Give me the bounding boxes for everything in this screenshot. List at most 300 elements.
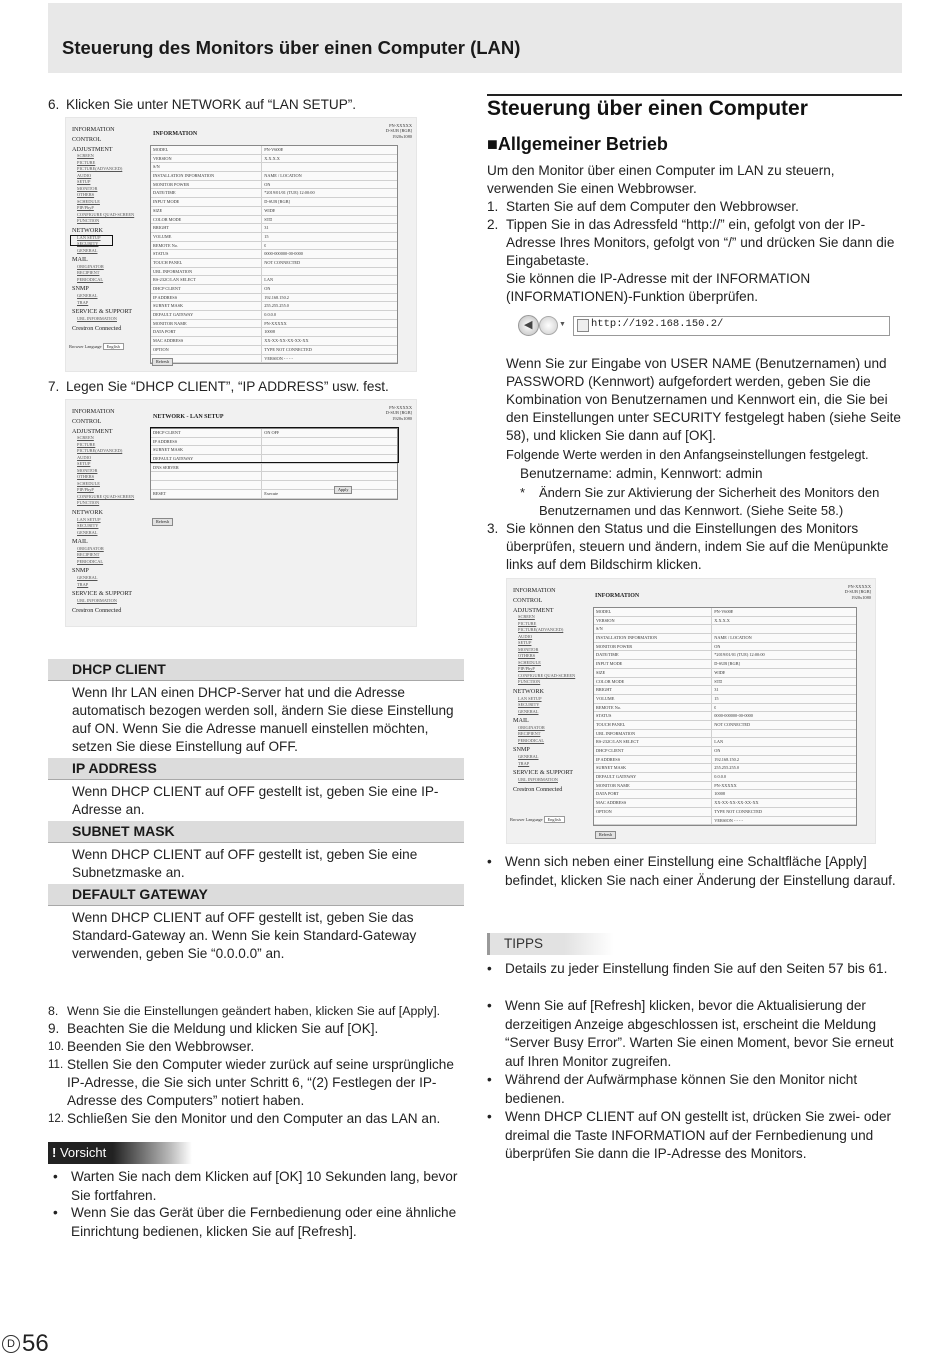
table-row — [594, 643, 856, 652]
screenshot-nav-item[interactable]: MAIL — [72, 256, 88, 264]
page-icon — [577, 319, 589, 332]
row-key: BRIGHT — [594, 686, 712, 694]
row-value: STD — [714, 678, 723, 684]
row-key: INPUT MODE — [151, 198, 262, 206]
screenshot-nav-item[interactable]: NETWORK — [72, 226, 103, 234]
table-row — [594, 730, 856, 739]
screenshot-nav-item[interactable]: LAN SETUP — [518, 695, 542, 701]
screenshot-nav-item[interactable]: FUNCTION — [518, 679, 541, 685]
row-key: DEFAULT GATEWAY — [151, 311, 262, 319]
screenshot-nav-item[interactable]: SCREEN — [77, 435, 94, 441]
table-row — [151, 472, 397, 481]
screenshot-nav-item[interactable]: PIP/PbyP — [77, 487, 94, 493]
row-value: ON — [714, 643, 721, 649]
row-value: PN-XXXXX — [264, 320, 287, 326]
screenshot-nav-item[interactable]: CONTROL — [513, 596, 543, 604]
row-key — [151, 481, 262, 489]
row-key: DHCP CLIENT — [151, 285, 262, 293]
table-row — [594, 817, 856, 826]
screenshot-nav-item[interactable]: SETUP — [77, 179, 91, 185]
row-key: TOUCH PANEL — [151, 259, 262, 267]
screenshot-nav-item[interactable]: SETUP — [77, 461, 91, 467]
row-key: DHCP CLIENT — [594, 747, 712, 755]
table-row — [594, 747, 856, 756]
definition-dhcp: DHCP CLIENT Wenn Ihr LAN einen DHCP-Server hat und die Adresse automatisch bezogen werden soll, ändern Sie diese Einstellung auf ON. Wenn Sie die Adresse manuell einstellen möchten, setzen Sie diese Einstellung auf OFF. — [48, 659, 464, 758]
screenshot-nav-item[interactable]: GENERAL — [518, 708, 539, 714]
row-value: VERSION - - - - — [714, 817, 743, 823]
row-key — [594, 817, 712, 825]
page-footer — [2, 1330, 49, 1358]
table-row — [594, 695, 856, 704]
row-key: DHCP CLIENT — [151, 429, 262, 437]
screenshot-nav-item[interactable]: ORIGINATOR — [77, 263, 104, 269]
screenshot-nav-item[interactable]: CONTROL — [72, 135, 102, 143]
row-value: TYPE NOT CONNECTED — [264, 346, 312, 352]
row-value: 10008 — [264, 329, 275, 335]
default-values-text: Folgende Werte werden in den Anfangseinstellungen festgelegt. — [506, 447, 869, 462]
screenshot-nav-item[interactable]: CONFIGURE QUAD-SCREEN — [518, 672, 576, 678]
row-value: 192.168.150.2 — [264, 294, 289, 300]
screenshot-nav-item[interactable]: SETUP — [518, 640, 532, 646]
section-heading: Steuerung über einen Computer — [487, 97, 808, 120]
row-value: PN-XXXXX — [714, 782, 737, 788]
row-key: OPTION — [594, 808, 712, 816]
screenshot-nav-item[interactable]: SECURITY — [77, 241, 99, 247]
screenshot-nav-item[interactable]: MAIL — [72, 538, 88, 546]
screenshot-nav-item[interactable]: AUDIO — [518, 633, 533, 639]
table-row — [151, 328, 397, 337]
row-key: SUBNET MASK — [594, 764, 712, 772]
login-text: Wenn Sie zur Eingabe von USER NAME (Benutzernamen) und PASSWORD (Kennwort) aufgefordert werden, geben Sie die Kombination von Benutzernamen und Kennwort ein, die Sie bei den Einstellungen unter SECURITY festgelegt haben (siehe Seite 58), und klicken Sie dann auf [OK]. — [506, 356, 901, 443]
screenshot-nav-item[interactable]: ORIGINATOR — [77, 545, 104, 551]
row-value: *2019/01/01 (TUE) 12:00:00 — [714, 652, 765, 658]
row-key: MONITOR POWER — [594, 643, 712, 651]
screenshot-nav-item[interactable]: MONITOR — [518, 646, 539, 652]
table-row — [594, 634, 856, 643]
table-row — [151, 481, 397, 490]
row-value: ON OFF — [264, 430, 280, 435]
screenshot-status: PN-XXXXX D-SUB [RGB] 1920x1080 — [385, 405, 412, 421]
step-11: 11. Stellen Sie den Computer wieder zurück auf seine ursprüngliche IP-Adresse, die Sie sich unter Schritt 6, “(2) Festlegen der IP-Adresse des Computers” notiert haben. — [48, 1057, 454, 1108]
row-key: STATUS — [594, 712, 712, 720]
address-bar[interactable] — [573, 316, 890, 336]
table-row — [594, 799, 856, 808]
language-select[interactable]: English — [103, 343, 124, 350]
screenshot-nav-item[interactable]: PERIODICAL — [77, 276, 104, 282]
row-value: *2019/01/01 (TUE) 12:00:00 — [264, 190, 315, 196]
screenshot-nav — [72, 124, 148, 332]
information-screenshot-right — [506, 578, 876, 844]
row-value — [262, 163, 264, 171]
screenshot-nav-item[interactable]: PERIODICAL — [77, 558, 104, 564]
tip-item-3: • Während der Aufwärmphase können Sie den Monitor nicht bedienen. — [487, 1072, 858, 1106]
apply-button[interactable]: Apply — [334, 486, 352, 494]
row-key: VOLUME — [594, 695, 712, 703]
row-value: 255.255.255.0 — [264, 303, 289, 309]
row-key: DNS SERVER — [151, 464, 262, 472]
row-key: DEFAULT GATEWAY — [594, 773, 712, 781]
url-text: http://192.168.150.2/ — [591, 318, 724, 330]
tip-item-2: • Wenn Sie auf [Refresh] klicken, bevor die Aktualisierung der derzeitigen Anzeige abgeschlossen ist, erscheint die Meldung “Server Busy Error”. Warten Sie einen Moment, bevor Sie erneut auf Ihren Monitor zugreifen. — [487, 998, 894, 1069]
row-value: 192.168.150.2 — [714, 756, 739, 762]
screenshot-nav-item[interactable]: TRAP — [77, 581, 89, 587]
screenshot-nav-item[interactable]: RECIPIENT — [77, 270, 100, 276]
row-key: IP ADDRESS — [151, 294, 262, 302]
table-row — [151, 172, 397, 181]
screenshot-nav-item[interactable]: GENERAL — [77, 293, 98, 299]
row-value: 0 — [264, 242, 267, 248]
row-key: DATE/TIME — [151, 189, 262, 197]
row-key: SUBNET MASK — [151, 446, 262, 454]
screenshot-nav-item[interactable]: FUNCTION — [77, 218, 100, 224]
screenshot-nav-item[interactable]: CONFIGURE QUAD-SCREEN — [77, 493, 135, 499]
screenshot-nav-item[interactable]: MAIL — [513, 717, 529, 725]
row-value: 0.0.0.0 — [714, 774, 727, 780]
row-value: PN-V600E — [264, 147, 284, 152]
row-key: VERSION — [151, 155, 262, 163]
row-value: NAME / LOCATION — [714, 635, 752, 641]
screenshot-nav-item[interactable]: GENERAL — [77, 575, 98, 581]
screenshot-nav-item[interactable]: ORIGINATOR — [518, 724, 545, 730]
row-value: LAN — [264, 277, 274, 283]
row-key: SIZE — [151, 207, 262, 215]
row-value: WIDE — [714, 669, 726, 675]
table-row — [594, 773, 856, 782]
screenshot-nav-item[interactable]: PIP/PbyP — [77, 205, 94, 211]
screenshot-nav-item[interactable]: URL INFORMATION — [518, 777, 558, 783]
table-row — [151, 285, 397, 294]
screenshot-nav-item[interactable]: LAN SETUP — [77, 234, 101, 240]
screenshot-nav-item[interactable]: SCHEDULE — [518, 659, 541, 665]
row-value: VERSION - - - - — [264, 355, 293, 361]
row-value: XX-XX-XX-XX-XX-XX — [714, 800, 759, 806]
row-value: ON — [714, 748, 721, 753]
row-value: X.X.X.X — [264, 155, 280, 161]
step-2: 2. Tippen Sie in das Adressfeld “http://” ein, gefolgt von der IP-Adresse Ihres Monitors, gefolgt von “/” und drücken Sie dann die Eingabetaste. Sie können die IP-Adresse mit der INFORMATION (INFORMATIONEN)-Funktion überprüfen. — [487, 217, 895, 304]
screenshot-nav-item[interactable]: OTHERS — [77, 192, 95, 198]
definition-default-gateway: DEFAULT GATEWAY Wenn DHCP CLIENT auf OFF gestellt ist, geben Sie das Standard-Gateway an. Wenn Sie kein Standard-Gateway verwenden, geben Sie “0.0.0.0” an. — [48, 884, 464, 965]
chevron-down-icon[interactable]: ▼ — [559, 321, 566, 328]
screenshot-nav-item[interactable]: AUDIO — [77, 454, 92, 460]
table-row — [151, 268, 397, 277]
row-value: 0000-000000-00-0000 — [264, 251, 303, 257]
table-row — [594, 678, 856, 687]
table-row — [151, 181, 397, 190]
row-key: REMOTE No. — [151, 242, 262, 250]
screenshot-nav-item[interactable]: Crestron Connected — [72, 324, 122, 332]
table-row — [151, 163, 397, 172]
screenshot-title: INFORMATION — [595, 593, 640, 599]
information-table — [593, 607, 857, 826]
screenshot-nav-item[interactable]: SERVICE & SUPPORT — [513, 769, 573, 777]
row-key: MAC ADDRESS — [594, 799, 712, 807]
row-key: IP ADDRESS — [151, 438, 262, 446]
row-value: NOT CONNECTED — [264, 259, 301, 265]
screenshot-nav-item[interactable]: SNMP — [72, 285, 89, 293]
screenshot-nav-item[interactable]: PICTURE — [77, 159, 96, 165]
screenshot-status: PN-XXXXX D-SUB [RGB] 1920x1080 — [385, 123, 412, 139]
information-screenshot — [65, 117, 417, 372]
row-value — [262, 268, 264, 276]
row-value: ON — [264, 286, 271, 291]
row-key: MONITOR NAME — [151, 320, 262, 328]
row-key: MODEL — [151, 146, 262, 154]
screenshot-nav-item[interactable]: GENERAL — [77, 529, 98, 535]
language-select[interactable]: English — [544, 816, 565, 823]
row-value: 31 — [264, 225, 269, 231]
row-value: 15 — [714, 695, 719, 701]
screenshot-nav-item[interactable]: GENERAL — [77, 247, 98, 253]
table-row — [594, 712, 856, 721]
screenshot-nav-item[interactable]: SERVICE & SUPPORT — [72, 308, 132, 316]
browser-language-label: Browser Language English — [69, 344, 124, 349]
row-key: MONITOR NAME — [594, 782, 712, 790]
table-row — [594, 764, 856, 773]
lan-setup-screenshot — [65, 399, 417, 627]
row-value — [262, 481, 264, 489]
screenshot-nav-item[interactable]: SNMP — [72, 567, 89, 575]
screenshot-nav-item[interactable]: NETWORK — [72, 508, 103, 516]
step-12: 12. Schließen Sie den Monitor und den Computer an das LAN an. — [48, 1111, 441, 1126]
table-row — [151, 155, 397, 164]
table-row — [594, 808, 856, 817]
screenshot-nav-item[interactable]: SECURITY — [518, 702, 540, 708]
screenshot-nav-item[interactable]: Crestron Connected — [72, 606, 122, 614]
screenshot-nav-item[interactable]: Crestron Connected — [513, 785, 563, 793]
screenshot-nav-item[interactable]: PICTURE — [77, 441, 96, 447]
refresh-button[interactable]: Refresh — [152, 358, 173, 366]
refresh-button[interactable]: Refresh — [595, 831, 616, 839]
row-value: ON — [264, 181, 271, 187]
screenshot-nav-item[interactable]: CONFIGURE QUAD-SCREEN — [77, 211, 135, 217]
screenshot-title: INFORMATION — [153, 131, 198, 137]
table-row — [151, 302, 397, 311]
row-key: DATE/TIME — [594, 651, 712, 659]
section-subheading: ■Allgemeiner Betrieb — [487, 134, 668, 154]
table-row — [151, 311, 397, 320]
credentials-text: Benutzername: admin, Kennwort: admin — [520, 466, 763, 481]
step-1: 1. Starten Sie auf dem Computer den Webbrowser. — [487, 199, 799, 214]
step-7: 7. Legen Sie “DHCP CLIENT”, “IP ADDRESS” usw. fest. — [48, 379, 389, 394]
tip-item-1: • Details zu jeder Einstellung finden Sie auf den Seiten 57 bis 61. — [487, 961, 888, 976]
table-row — [151, 189, 397, 198]
table-row — [151, 294, 397, 303]
intro-text: Um den Monitor über einen Computer im LAN zu steuern, verwenden Sie einen Webbrowser. — [487, 163, 835, 196]
row-key: DATA PORT — [594, 790, 712, 798]
row-key: STATUS — [151, 250, 262, 258]
tip-item-4: • Wenn DHCP CLIENT auf ON gestellt ist, drücken Sie zwei- oder dreimal die Taste INFORMATION auf der Fernbedienung und überprüfen Sie dann die IP-Adresse des Monitors. — [487, 1109, 892, 1161]
screenshot-nav — [513, 585, 589, 793]
table-row — [151, 337, 397, 346]
row-value — [262, 472, 264, 480]
page-header — [48, 3, 902, 73]
screenshot-nav-item[interactable]: SERVICE & SUPPORT — [72, 590, 132, 598]
row-value: 15 — [264, 233, 269, 239]
row-key: URL INFORMATION — [151, 268, 262, 276]
row-key: SIZE — [594, 669, 712, 677]
row-value: D-SUB [RGB] — [714, 661, 740, 667]
screenshot-nav-item[interactable]: RECIPIENT — [518, 731, 541, 737]
screenshot-nav-item[interactable]: INFORMATION — [72, 408, 115, 415]
screenshot-nav-item[interactable]: URL INFORMATION — [77, 316, 117, 322]
tips-box — [487, 933, 614, 955]
table-row — [151, 259, 397, 268]
row-value: WIDE — [264, 207, 276, 213]
row-key: INSTALLATION INFORMATION — [594, 634, 712, 642]
row-key: VOLUME — [151, 233, 262, 241]
lan-setup-highlight — [70, 235, 113, 246]
row-key: S/N — [151, 163, 262, 171]
section-rule — [487, 94, 902, 96]
screenshot-title: NETWORK - LAN SETUP — [153, 414, 224, 420]
browser-toolbar — [518, 313, 896, 337]
table-row — [594, 738, 856, 747]
row-key: MONITOR POWER — [151, 181, 262, 189]
screenshot-nav-item[interactable]: OTHERS — [518, 653, 536, 659]
table-row — [594, 651, 856, 660]
warning-icon: ! — [52, 1145, 57, 1160]
screenshot-nav-item[interactable]: MONITOR — [77, 467, 98, 473]
row-value: X.X.X.X — [714, 617, 730, 623]
refresh-button[interactable]: Refresh — [152, 518, 173, 526]
table-row — [151, 346, 397, 355]
screenshot-nav-item[interactable]: PICTURE — [518, 620, 537, 626]
screenshot-nav-item[interactable]: CONTROL — [72, 417, 102, 425]
step-8: 8. Wenn Sie die Einstellungen geändert haben, klicken Sie auf [Apply]. — [48, 1004, 441, 1018]
screenshot-nav-item[interactable]: SCREEN — [77, 153, 94, 159]
page-number: 56 — [22, 1330, 49, 1357]
lan-fields-highlight — [150, 427, 399, 463]
row-key: COLOR MODE — [151, 216, 262, 224]
row-key: INSTALLATION INFORMATION — [151, 172, 262, 180]
table-row — [151, 146, 397, 155]
table-row — [151, 250, 397, 259]
screenshot-nav-item[interactable]: PICTURE(ADVANCED) — [518, 627, 564, 633]
row-key: URL INFORMATION — [594, 730, 712, 738]
screenshot-nav-item[interactable]: FUNCTION — [77, 500, 100, 506]
screenshot-nav-item[interactable]: SCHEDULE — [77, 198, 100, 204]
definition-ip-address: IP ADDRESS Wenn DHCP CLIENT auf OFF gestellt ist, geben Sie eine IP-Adresse an. — [48, 758, 464, 821]
row-value: 0000-000000-00-0000 — [714, 713, 753, 719]
screenshot-nav-item[interactable]: SCREEN — [518, 614, 535, 620]
screenshot-nav-item[interactable]: SCHEDULE — [77, 480, 100, 486]
screenshot-nav-item[interactable]: SNMP — [513, 746, 530, 754]
screenshot-nav-item[interactable]: INFORMATION — [72, 126, 115, 133]
row-value — [712, 730, 714, 738]
screenshot-nav-item[interactable]: MONITOR — [77, 185, 98, 191]
row-value — [262, 464, 264, 472]
screenshot-nav — [72, 406, 148, 614]
screenshot-nav-item[interactable]: OTHERS — [77, 474, 95, 480]
row-key: COLOR MODE — [594, 678, 712, 686]
table-row — [151, 224, 397, 233]
step-10: 10. Beenden Sie den Webbrowser. — [48, 1039, 255, 1054]
row-key: DATA PORT — [151, 328, 262, 336]
screenshot-nav-item[interactable]: PICTURE(ADVANCED) — [77, 448, 123, 454]
screenshot-nav-item[interactable]: GENERAL — [518, 754, 539, 760]
screenshot-nav-item[interactable]: SECURITY — [77, 523, 99, 529]
screenshot-nav-item[interactable]: TRAP — [77, 299, 89, 305]
row-key: BRIGHT — [151, 224, 262, 232]
table-row — [594, 721, 856, 730]
screenshot-nav-item[interactable]: TRAP — [518, 760, 530, 766]
back-icon[interactable]: ◀ — [518, 315, 539, 336]
screenshot-nav-item[interactable]: PICTURE(ADVANCED) — [77, 166, 123, 172]
table-row — [594, 660, 856, 669]
table-row — [594, 617, 856, 626]
table-row — [594, 669, 856, 678]
table-row — [594, 782, 856, 791]
row-value: LAN — [714, 739, 724, 745]
caution-box — [48, 1142, 192, 1164]
table-row — [151, 355, 397, 364]
row-value: PN-V600E — [714, 609, 734, 614]
row-key: SUBNET MASK — [151, 302, 262, 310]
screenshot-nav-item[interactable]: ADJUSTMENT — [72, 145, 113, 153]
step-6: 6. Klicken Sie unter NETWORK auf “LAN SETUP”. — [48, 97, 357, 112]
row-value: D-SUB [RGB] — [264, 199, 290, 205]
row-value: Execute — [264, 490, 279, 496]
row-key — [151, 472, 262, 480]
row-key: OPTION — [151, 346, 262, 354]
row-key: MODEL — [594, 608, 712, 616]
screenshot-nav-item[interactable]: AUDIO — [77, 172, 92, 178]
row-key: MAC ADDRESS — [151, 337, 262, 345]
caution-title: ! Vorsicht — [48, 1142, 192, 1164]
row-key: TOUCH PANEL — [594, 721, 712, 729]
screenshot-nav-item[interactable]: INFORMATION — [513, 587, 556, 594]
row-key: RS-232C/LAN SELECT — [594, 738, 712, 746]
step-3: 3. Sie können den Status und die Einstellungen des Monitors überprüfen, steuern und ändern, indem Sie auf die Menüpunkte links auf dem Bildschirm klicken. — [487, 521, 889, 572]
table-row — [151, 216, 397, 225]
caution-item-1: • Warten Sie nach dem Klicken auf [OK] 10 Sekunden lang, bevor Sie fortfahren. — [53, 1169, 458, 1203]
tips-title: TIPPS — [487, 933, 614, 955]
table-row — [594, 790, 856, 799]
screenshot-nav-item[interactable]: PIP/PbyP — [518, 666, 535, 672]
row-value: 255.255.255.0 — [714, 765, 739, 771]
screenshot-nav-item[interactable]: RECIPIENT — [77, 552, 100, 558]
steps-list — [48, 1002, 468, 1128]
screenshot-nav-item[interactable]: URL INFORMATION — [77, 598, 117, 604]
table-row — [594, 608, 856, 617]
screenshot-nav-item[interactable]: NETWORK — [513, 687, 544, 695]
definition-subnet-mask: SUBNET MASK Wenn DHCP CLIENT auf OFF gestellt ist, geben Sie eine Subnetzmaske an. — [48, 821, 464, 884]
table-row — [594, 625, 856, 634]
forward-icon[interactable] — [539, 316, 558, 335]
language-badge: D — [2, 1335, 20, 1353]
page-title: Steuerung des Monitors über einen Computer (LAN) — [62, 37, 521, 58]
screenshot-nav-item[interactable]: ADJUSTMENT — [72, 427, 113, 435]
screenshot-nav-item[interactable]: LAN SETUP — [77, 516, 101, 522]
row-key: IP ADDRESS — [594, 756, 712, 764]
screenshot-nav-item[interactable]: PERIODICAL — [518, 737, 545, 743]
row-value: NOT CONNECTED — [714, 721, 751, 727]
row-value: TYPE NOT CONNECTED — [714, 808, 762, 814]
information-table — [150, 145, 398, 364]
table-row — [151, 490, 397, 499]
table-row — [594, 686, 856, 695]
table-row — [151, 242, 397, 251]
table-row — [151, 207, 397, 216]
screenshot-nav-item[interactable]: ADJUSTMENT — [513, 606, 554, 614]
table-row — [594, 756, 856, 765]
step-9: 9. Beachten Sie die Meldung und klicken Sie auf [OK]. — [48, 1021, 379, 1036]
row-value: XX-XX-XX-XX-XX-XX — [264, 338, 309, 344]
row-key: RESET — [151, 490, 262, 498]
table-row — [151, 320, 397, 329]
row-key: REMOTE No. — [594, 704, 712, 712]
apply-bullet: • Wenn sich neben einer Einstellung eine Schaltfläche [Apply] befindet, klicken Sie nach einer Änderung der Einstellung darauf. — [487, 854, 896, 888]
